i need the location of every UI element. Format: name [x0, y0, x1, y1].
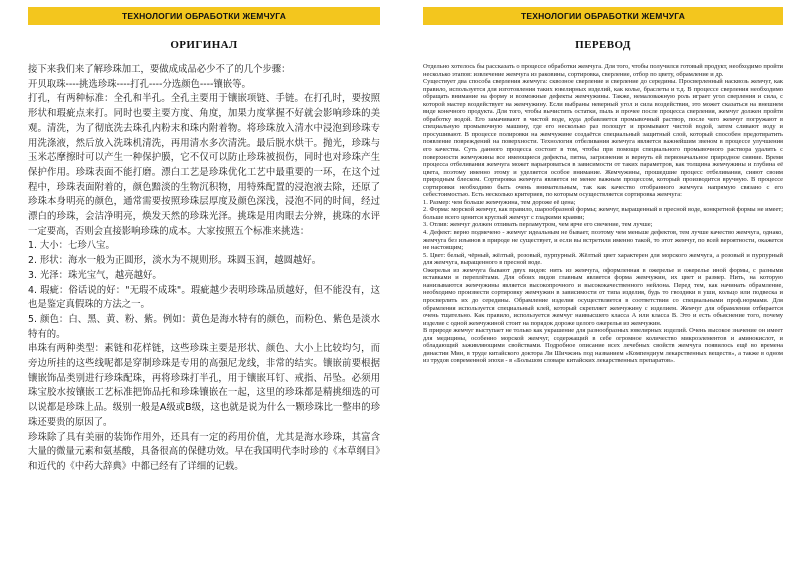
translation-paragraph: 3. Отлив: жемчуг должен отливать перламутром, чем ярче его свечение, тем лучше;	[423, 221, 653, 229]
original-paragraph: 串珠有两种类型：素链和花样链，这些珍珠主要是形状、颜色、大小上比较均匀，而旁边所挂的这些线呢都是穿制珍珠是专用的高强尼龙线，非常的结实。镶嵌前要根据镶嵌饰品类别进行珍珠配珠，再将珍珠打半孔，用于镶嵌耳钉、戒指、吊坠。必须用珠宝胶水按镶嵌工艺标准把饰品托和珍珠镶嵌在一起，这里的珍珠都是精挑细选的可以说都是珍珠上品。级别一般是A级或B级，这也就是说为什么一颗珍珠比一整串的珍珠还要贵的原因了。	[28, 343, 380, 428]
original-banner: ТЕХНОЛОГИИ ОБРАБОТКИ ЖЕМЧУГА	[28, 7, 380, 25]
translation-paragraph: В природе жемчуг выступает не только как украшение для разнообразных ювелирных изделий. Очень высокое значение он имеет для медицины, особенно морской жемчуг, содержащий в себе огромное количество микроэлементов и аминокислот, и обладающий заживляющими свойствами. Подробное описание всех лечебных свойств жемчуга появилось ещё во времена династии Мин, в труде китайского доктора Ли Шичжэнь под названием «Компендиум лекарственных веществ», а также в одном из трудов современной эпохи - в «Большом словаре китайских лекарственных препаратов».	[423, 327, 783, 365]
translation-paragraph: 4. Дефект: верно подмечено - жемчуг идеальным не бывает, поэтому чем меньше дефектов, тем лучше качество жемчуга, однако, жемчуга без изъянов в природе не существует, и если вы встретили именно такой, то этот жемчуг, по всей вероятности, окажется не настоящим;	[423, 229, 783, 252]
original-paragraph: 2. 形状：海水一般为正圆形，淡水为不规则形。珠圆玉润，越圆越好。	[28, 255, 322, 267]
translation-paragraph: Отдельно хотелось бы рассказать о процессе обработки жемчуга. Для того, чтобы получился готовый продукт, необходимо пройти несколько этапов: извлечение жемчуга из раковины, сортировка, сверление, отбор по цвету, обрамление и др.	[423, 63, 783, 78]
translation-banner: ТЕХНОЛОГИИ ОБРАБОТКИ ЖЕМЧУГА	[423, 7, 783, 25]
translation-paragraph: Ожерелья из жемчуга бывают двух видов: нить из жемчуга, оформленная в ожерелье и ожерелье иной формы, с разными вставками и переплётами. Для обоих видов главным является форма жемчужин, их цвет и размер. Нить, на которую нанизываются жемчужины является высокопрочного и высококачественного нейлона. Перед тем, как начинать обрамление, необходимо произвести сортировку жемчужин в зависимости от типа изделия, будь то гвоздики в уши, кольцо или подвеска и просверлить их до середины. Обрамление изделия осуществляется в соответствии со специальными проф.нормами. Для обрамления используется специальный клей, который скрепляет жемчужину с изделием. Жемчуг для обрамления отбирается очень тщательно. Как правило, используется жемчуг наивысшего класса А или класса В. Это и есть объяснение того, почему изделие с одной жемчужиной стоит на порядок дороже целого ожерелья из жемчужин.	[423, 266, 783, 327]
original-paragraph: 3. 光泽：珠光宝气，越亮越好。	[28, 269, 162, 281]
original-paragraph: 打孔，有两种标准：全孔和半孔。全孔主要用于镶嵌项链、手链。在打孔时，要按照形状和瑕疵点来打。同时也要主要方度、角度，加果力度掌握不好就会影响珍珠的美观。清洗，为了彻底洗去珠孔内粉末和珠内附着物。将珍珠放入清水中浸泡到珍珠专用洗涤液，然后放入洗珠机清洗，再用清水多次清洗。最后脱水烘干。抛光，珍珠与玉米芯摩擦时可以产生一种保护膜，它不仅可以防止珍珠被损伤，同时也对珍珠产生保护作用。珍珠表面不能打磨。漂白工艺是珍珠优化工艺中最重要的一环，在这个过程中，珍珠表面附着的，颜色黯淡的生物沉积物，用特殊配置的浸泡液去除，还原了珍珠本身明亮的颜色，通常需要按照珍珠层厚度及颜色深浅，浸泡不同的时间，经过漂白的珍珠，会洁净明亮，焕发天然的珍珠光泽。挑珠是用肉眼去分辨，挑珠的水评一定要高，否则会直接影响珍珠的成本。大家按照五个标准来挑选：	[28, 93, 380, 237]
translation-paragraph: 5. Цвет: белый, чёрный, жёлтый, розовый, пурпурный. Жёлтый цвет характерен для морского жемчуга, а розовый и пурпурный для жемчуга, выращенного в пресной воде.	[423, 251, 783, 267]
translation-paragraph: Существует два способа сверления жемчуга: сквозное сверление и сверление до середины. Просверленный насквозь жемчуг, как правило, используется для изготовления таких ювелирных изделий, как колье, браслеты и т.д. В процессе сверления необходимо обращать внимание на форму и возможные дефекты жемчужины. Также, немаловажную роль играет угол сверления и сила, с которой мастер воздействует на жемчужину. Если выбраны неверный угол и сила воздействия, это может сказаться на внешнем виде конечного продукта. Для того, чтобы вычистить остатки, пыль и прочее после процесса сверления, жемчуг должен пройти обработку водой. Его замачивают в чистой воде, куда добавляется промывочный раствор, после чего жемчуг погружают в специальную промывочную машину, где его несколько раз полощут и промывают чистой водой, затем сливают воду и просушивают. В процессе полировки на жемчужине создаётся специальный защитный слой, который способен предотвратить появление повреждений на поверхности. Технология отбеливания жемчуга является важнейшим звеном в процессе улучшения его качества. Суть данного процесса состоит в том, чтобы при помощи специального промывочного раствора удалить с поверхности жемчужины все имеющиеся дефекты, пятна, загрязнения и вернуть ей первоначальное природное сияние. Время процесса отбеливания жемчуга может варьироваться в зависимости от таких параметров, как толщина жемчужины и глубина её цвета, поэтому именно этому и уделяется особое внимание. Жемчужины, прошедшие процесс отбеливания, сияют своим природным блеском. Сортировка жемчуга является не менее важным процессом, который производится вручную. В процессе сортировки необходимо быть очень внимательным, так как качество отобранного жемчуга напрямую связано с его себестоимостью. Есть несколько критериев, по которым осуществляется сортировка жемчуга:	[423, 78, 783, 199]
original-column	[28, 0, 380, 565]
translation-paragraph: 1. Размер: чем больше жемчужина, тем дороже её цена;	[423, 198, 576, 206]
original-paragraph: 接下来我们来了解珍珠加工，要做成成品必少不了的几个步骤：	[28, 64, 291, 75]
original-paragraph: 开贝取珠----挑选珍珠----打孔----分选颜色----镶嵌等。	[28, 78, 251, 90]
original-heading: ОРИГИНАЛ	[170, 39, 238, 51]
original-paragraph: 4. 瑕疵：俗话说的好："无瑕不成珠"。瑕疵越少表明珍珠品质越好，但不能没有，这也是鉴定真假珠的方法之一。	[28, 284, 380, 311]
original-paragraph: 5. 颜色：白、黑、黄、粉、紫。例如：黄色是海水特有的颜色，而粉色、紫色是淡水特有的。	[28, 313, 380, 340]
translation-paragraph: 2. Форма: морской жемчуг, как правило, шарообразной формы; жемчуг, выращенный в пресной воде, конкретной формы не имеет; больше всего ценится круглый жемчуг с гладкими краями;	[423, 206, 783, 221]
original-paragraph: 1. 大小：七珍八宝。	[28, 240, 115, 252]
translation-column	[423, 0, 783, 565]
translation-body	[423, 63, 783, 365]
original-body	[28, 63, 380, 475]
translation-heading: ПЕРЕВОД	[575, 39, 631, 51]
original-paragraph: 珍珠除了具有美丽的装饰作用外，还具有一定的药用价值，尤其是海水珍珠，其富含大量的微量元素和氨基酸，具备很高的保健功效。早在我国明代李时珍的《本草纲目》和近代的《中药大辞典》中都已经有了详细的记载。	[28, 431, 380, 472]
